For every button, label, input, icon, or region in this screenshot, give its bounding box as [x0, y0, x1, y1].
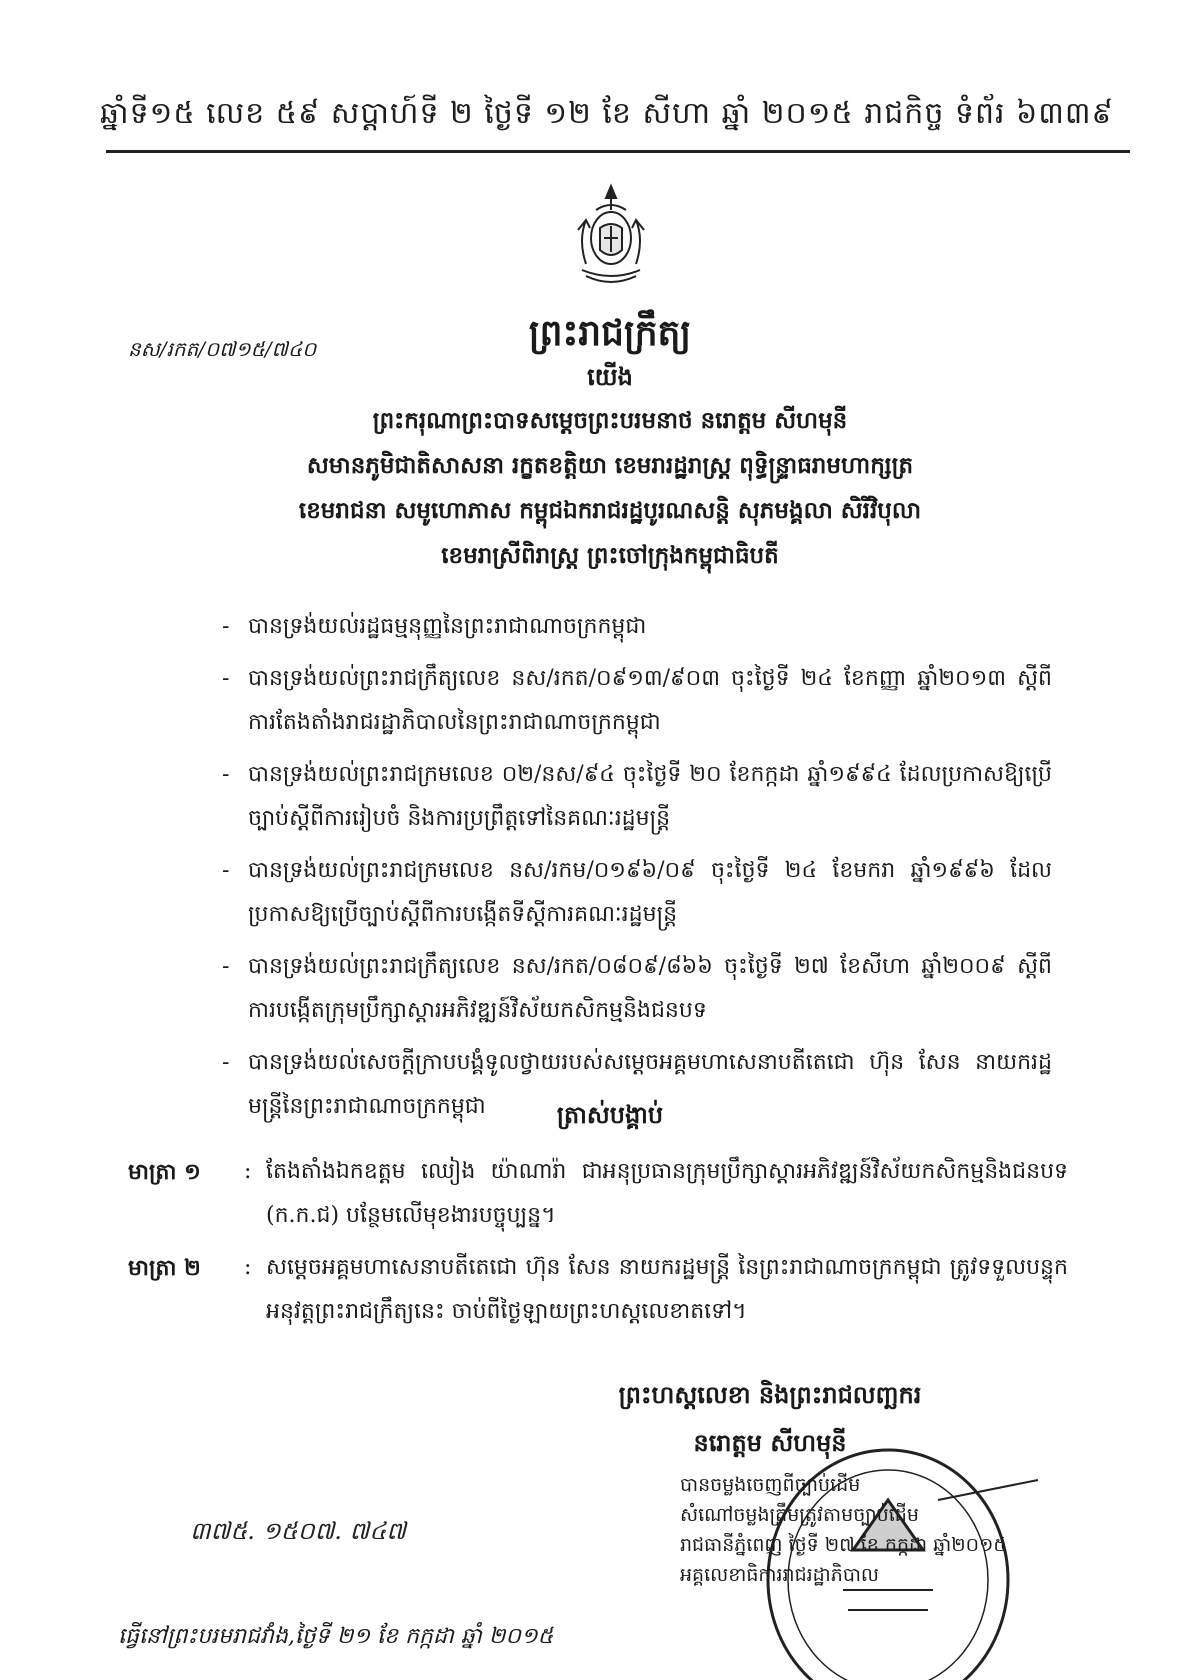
article-label: មាត្រា ១	[128, 1159, 201, 1185]
royal-coat-of-arms-icon	[556, 180, 666, 290]
consideration-text: បានទ្រង់យល់រដ្ឋធម្មនុញ្ញនៃព្រះរាជាណាចក្រកម្ពុជា	[248, 614, 647, 639]
consideration-text: បានទ្រង់យល់ព្រះរាជក្រឹត្យលេខ នស/រកត/០៨០៩/៨៦៦ ចុះថ្ងៃទី ២៧ ខែសីហា ឆ្នាំ២០០៩ ស្តីពីការបង្កើតក្រុមប្រឹក្សាស្តារអភិវឌ្ឍន៍វិស័យកសិកម្មនិងជនបទ	[248, 954, 1052, 1023]
signatory-name: នរោត្តម សីហមុនី	[693, 1428, 847, 1457]
certification-line: រាជធានីភ្នំពេញ ថ្ងៃទី ២៧ ខែ កក្កដា ឆ្នាំ២០១៥	[680, 1534, 1007, 1556]
article-2: មាត្រា ២ : សម្តេចអគ្គមហាសេនាបតីតេជោ ហ៊ុន សែន នាយករដ្ឋមន្ត្រី នៃព្រះរាជាណាចក្រកម្ពុជា ត្រូវទទួលបន្ទុកអនុវត្តព្រះរាជក្រឹត្យនេះ ចាប់ពីថ្ងៃឡាយព្រះហស្តលេខាតទៅ។	[128, 1246, 1068, 1334]
consideration-item: - បានទ្រង់យល់ព្រះរាជក្រមលេខ ០២/នស/៩៤ ចុះថ្ងៃទី ២០ ខែកក្កដា ឆ្នាំ១៩៩៤ ដែលប្រកាសឱ្យប្រើច្បាប់ស្តីពីការរៀបចំ និងការប្រព្រឹត្តទៅនៃគណៈរដ្ឋមន្ត្រី	[222, 753, 1052, 841]
we-heading: យើង	[587, 363, 633, 391]
consideration-text: បានទ្រង់យល់ព្រះរាជក្រមលេខ នស/រកម/០១៩៦/០៩ ចុះថ្ងៃទី ២៤ ខែមករា ឆ្នាំ១៩៩៦ ដែលប្រកាសឱ្យប្រើច្បាប់ស្តីពីការបង្កើតទីស្តីការគណៈរដ្ឋមន្ត្រី	[248, 858, 1052, 927]
considerations-list	[222, 605, 1052, 1137]
titulary-line: ខេមរាជនា សមូហោភាស កម្ពុជឯករាជរដ្ឋបូរណសន្តិ សុភមង្គលា សិរីវិបុលា	[298, 497, 922, 524]
handwritten-registration-number: ៣៧៥. ១៥០៧. ៧៤៧	[190, 1517, 406, 1545]
gazette-header: ឆ្នាំទី១៥ លេខ ៥៩ សប្តាហ៍ទី ២ ថ្ងៃទី ១២ ខែ សីហា ឆ្នាំ ២០១៥ រាជកិច្ច ទំព័រ ៦៣៣៩	[100, 96, 1114, 131]
article-label: មាត្រា ២	[128, 1255, 201, 1281]
titulary-line: ព្រះករុណាព្រះបាទសម្តេចព្រះបរមនាថ នរោត្តម សីហមុនី	[372, 407, 848, 434]
article-text: សម្តេចអគ្គមហាសេនាបតីតេជោ ហ៊ុន សែន នាយករដ្ឋមន្ត្រី នៃព្រះរាជាណាចក្រកម្ពុជា ត្រូវទទួលបន្ទុកអនុវត្តព្រះរាជក្រឹត្យនេះ ចាប់ពីថ្ងៃឡាយព្រះហស្តលេខាតទៅ។	[266, 1255, 1068, 1324]
consideration-item: - បានទ្រង់យល់ព្រះរាជក្រឹត្យលេខ នស/រកត/០៨០៩/៨៦៦ ចុះថ្ងៃទី ២៧ ខែសីហា ឆ្នាំ២០០៩ ស្តីពីការបង្កើតក្រុមប្រឹក្សាស្តារអភិវឌ្ឍន៍វិស័យកសិកម្មនិងជនបទ	[222, 945, 1052, 1033]
consideration-text: បានទ្រង់យល់ព្រះរាជក្រមលេខ ០២/នស/៩៤ ចុះថ្ងៃទី ២០ ខែកក្កដា ឆ្នាំ១៩៩៤ ដែលប្រកាសឱ្យប្រើច្បាប់ស្តីពីការរៀបចំ និងការប្រព្រឹត្តទៅនៃគណៈរដ្ឋមន្ត្រី	[248, 762, 1052, 831]
consideration-item: - បានទ្រង់យល់ព្រះរាជក្រឹត្យលេខ នស/រកត/០៩១៣/៩០៣ ចុះថ្ងៃទី ២៤ ខែកញ្ញា ឆ្នាំ២០១៣ ស្តីពីការតែងតាំងរាជរដ្ឋាភិបាលនៃព្រះរាជាណាចក្រកម្ពុជា	[222, 657, 1052, 745]
consideration-text: បានទ្រង់យល់ព្រះរាជក្រឹត្យលេខ នស/រកត/០៩១៣/៩០៣ ចុះថ្ងៃទី ២៤ ខែកញ្ញា ឆ្នាំ២០១៣ ស្តីពីការតែងតាំងរាជរដ្ឋាភិបាលនៃព្រះរាជាណាចក្រកម្ពុជា	[248, 666, 1052, 735]
articles-list	[128, 1150, 1068, 1342]
certification-line: បានចម្លងចេញពីច្បាប់ដើម	[680, 1474, 861, 1496]
reference-number: នស/រកត/០៧១៥/៧៤០	[128, 337, 317, 361]
consideration-item: - បានទ្រង់យល់ព្រះរាជក្រមលេខ នស/រកម/០១៩៦/០៩ ចុះថ្ងៃទី ២៤ ខែមករា ឆ្នាំ១៩៩៦ ដែលប្រកាសឱ្យប្រើច្បាប់ស្តីពីការបង្កើតទីស្តីការគណៈរដ្ឋមន្ត្រី	[222, 849, 1052, 937]
royal-titulary	[210, 398, 1010, 578]
certification-line: សំណៅចម្លងត្រឹមត្រូវតាមច្បាប់ដើម	[680, 1504, 919, 1526]
certification-line: អគ្គលេខាធិការរាជរដ្ឋាភិបាល	[680, 1564, 879, 1586]
article-text: តែងតាំងឯកឧត្តម ឈៀង យ៉ាណារ៉ា ជាអនុប្រធានក្រុមប្រឹក្សាស្តារអភិវឌ្ឍន៍វិស័យកសិកម្មនិងជនបទ (ក.ក.ជ) បន្ថែមលើមុខងារបច្ចុប្បន្ន។	[266, 1159, 1068, 1228]
consideration-item: - បានទ្រង់យល់សេចក្តីក្រាបបង្គំទូលថ្វាយរបស់សម្តេចអគ្គមហាសេនាបតីតេជោ ហ៊ុន សែន នាយករដ្ឋមន្ត្រីនៃព្រះរាជាណាចក្រកម្ពុជា	[222, 1041, 1052, 1129]
decree-title: ព្រះរាជក្រឹត្យ	[528, 312, 692, 354]
certification-block	[680, 1470, 1080, 1590]
titulary-line: ខេមរាស្រីពិរាស្ត្រ ព្រះចៅក្រុងកម្ពុជាធិបតី	[441, 542, 779, 569]
article-1: មាត្រា ១ : តែងតាំងឯកឧត្តម ឈៀង យ៉ាណារ៉ា ជាអនុប្រធានក្រុមប្រឹក្សាស្តារអភិវឌ្ឍន៍វិស័យកសិកម្មនិងជនបទ (ក.ក.ជ) បន្ថែមលើមុខងារបច្ចុប្បន្ន។	[128, 1150, 1068, 1238]
titulary-line: សមានភូមិជាតិសាសនា រក្ខតខត្តិយា ខេមរារដ្ឋរាស្ត្រ ពុទ្ធិន្ទ្រាធរាមហាក្សត្រ	[306, 452, 914, 479]
place-and-date: ធ្វើនៅព្រះបរមរាជវាំង,ថ្ងៃទី ២១ ខែ កក្កដា ឆ្នាំ ២០១៥	[118, 1624, 554, 1649]
decree-heading: ត្រាស់បង្គាប់	[556, 1101, 664, 1129]
signature-title: ព្រះហស្តលេខា និងព្រះរាជលញ្ឆករ	[618, 1380, 922, 1409]
consideration-item: - បានទ្រង់យល់រដ្ឋធម្មនុញ្ញនៃព្រះរាជាណាចក្រកម្ពុជា	[222, 605, 1052, 649]
consideration-text: បានទ្រង់យល់សេចក្តីក្រាបបង្គំទូលថ្វាយរបស់សម្តេចអគ្គមហាសេនាបតីតេជោ ហ៊ុន សែន នាយករដ្ឋមន្ត្រីនៃព្រះរាជាណាចក្រកម្ពុជា	[248, 1050, 1052, 1119]
header-divider	[106, 150, 1130, 153]
